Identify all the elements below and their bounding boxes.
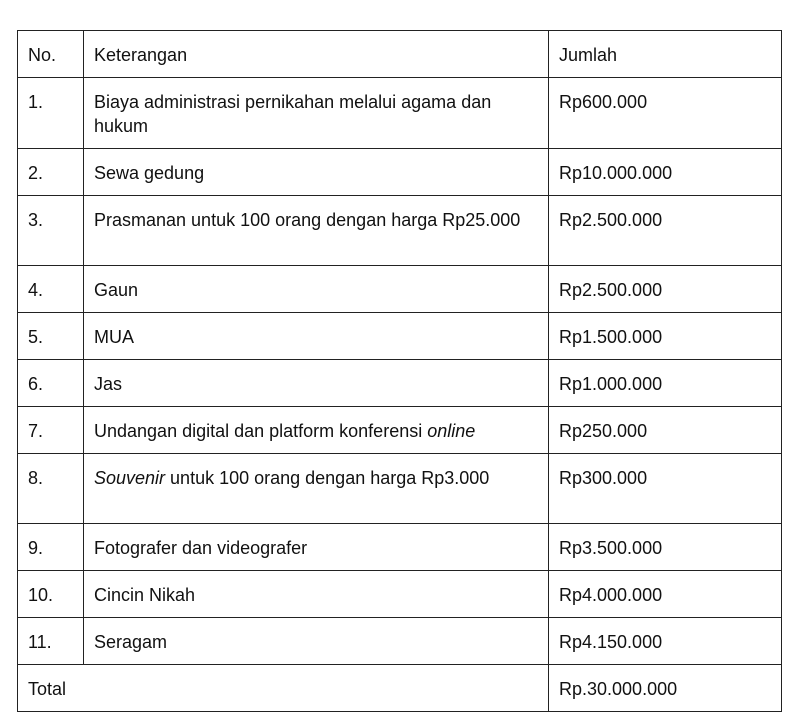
row-description: Biaya administrasi pernikahan melalui agama dan hukum: [84, 78, 549, 149]
row-no: 6.: [18, 360, 84, 407]
table-row: [18, 454, 782, 524]
description-text: untuk 100 orang dengan harga Rp3.000: [165, 468, 490, 488]
row-description: [84, 454, 549, 524]
row-amount: Rp250.000: [549, 407, 782, 454]
row-no: 1.: [18, 78, 84, 149]
description-italic-text: online: [427, 421, 476, 441]
row-no: 3.: [18, 196, 84, 266]
row-description: Seragam: [84, 618, 549, 665]
header-no: No.: [18, 31, 84, 78]
row-no: 8.: [18, 454, 84, 524]
table-row: [18, 407, 782, 454]
row-description: Jas: [84, 360, 549, 407]
row-no: 7.: [18, 407, 84, 454]
table-row: [18, 196, 782, 266]
row-no: 4.: [18, 266, 84, 313]
total-amount: Rp.30.000.000: [549, 665, 782, 712]
table-header-row: [18, 31, 782, 78]
table-row: [18, 149, 782, 196]
header-amount: Jumlah: [549, 31, 782, 78]
row-amount: Rp2.500.000: [549, 196, 782, 266]
description-italic-text: Souvenir: [94, 468, 166, 488]
row-amount: Rp3.500.000: [549, 524, 782, 571]
table-row: [18, 571, 782, 618]
row-description: Sewa gedung: [84, 149, 549, 196]
table-total-row: [18, 665, 782, 712]
total-label: Total: [18, 665, 549, 712]
row-amount: Rp2.500.000: [549, 266, 782, 313]
row-amount: Rp4.150.000: [549, 618, 782, 665]
row-description: Fotografer dan videografer: [84, 524, 549, 571]
row-description: MUA: [84, 313, 549, 360]
row-no: 2.: [18, 149, 84, 196]
row-no: 9.: [18, 524, 84, 571]
header-description: Keterangan: [84, 31, 549, 78]
table-row: [18, 266, 782, 313]
row-amount: Rp600.000: [549, 78, 782, 149]
table-row: [18, 618, 782, 665]
row-no: 5.: [18, 313, 84, 360]
table-row: [18, 78, 782, 149]
table-row: [18, 360, 782, 407]
description-text: Undangan digital dan platform konferensi: [94, 421, 428, 441]
row-amount: Rp1.500.000: [549, 313, 782, 360]
wedding-cost-table: [17, 30, 782, 712]
row-amount: Rp4.000.000: [549, 571, 782, 618]
table-row: [18, 313, 782, 360]
row-description: Gaun: [84, 266, 549, 313]
row-amount: Rp300.000: [549, 454, 782, 524]
row-no: 10.: [18, 571, 84, 618]
row-description: Cincin Nikah: [84, 571, 549, 618]
row-no: 11.: [18, 618, 84, 665]
table-row: [18, 524, 782, 571]
row-amount: Rp10.000.000: [549, 149, 782, 196]
row-amount: Rp1.000.000: [549, 360, 782, 407]
row-description: [84, 407, 549, 454]
row-description: Prasmanan untuk 100 orang dengan harga Rp25.000: [84, 196, 549, 266]
